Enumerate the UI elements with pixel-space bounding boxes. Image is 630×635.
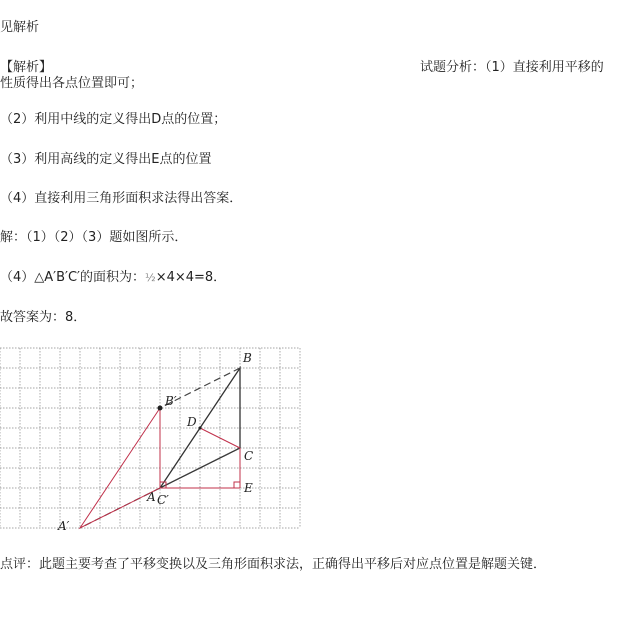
point-d xyxy=(199,427,202,430)
analysis-intro: 试题分析：（1）直接利用平移的 xyxy=(420,60,604,75)
answer-text: 见解析 xyxy=(0,20,40,35)
fraction-half: ½ xyxy=(145,271,156,284)
final-answer: 故答案为：8． xyxy=(0,310,87,325)
geometry-figure xyxy=(0,347,304,533)
solution-line-2-suffix: ×4×4=8． xyxy=(155,270,227,285)
right-angle-mark-e xyxy=(234,482,240,488)
label-a1: A′ xyxy=(58,519,70,533)
label-c: C xyxy=(244,449,254,463)
point-b1 xyxy=(158,406,163,411)
solution-line-2-prefix: （4）△A′B′C′的面积为： xyxy=(0,270,146,285)
analysis-line-3: （3）利用高线的定义得出E点的位置 xyxy=(0,152,212,167)
label-e: E xyxy=(244,481,253,495)
analysis-heading: 【解析】 xyxy=(0,60,53,75)
analysis-line-1b: 性质得出各点位置即可； xyxy=(0,76,144,91)
label-b1: B′ xyxy=(165,394,177,408)
analysis-line-2: （2）利用中线的定义得出D点的位置； xyxy=(0,112,227,127)
label-a: A xyxy=(147,490,156,504)
label-b: B xyxy=(243,351,252,365)
comment-text: 点评：此题主要考查了平移变换以及三角形面积求法，正确得出平移后对应点位置是解题关键． xyxy=(0,557,547,572)
analysis-line-4: （4）直接利用三角形面积求法得出答案． xyxy=(0,191,243,206)
solution-line-1: 解：（1）（2）（3）题如图所示． xyxy=(0,230,188,245)
label-d: D xyxy=(187,415,197,429)
label-c1: C′ xyxy=(157,493,169,507)
solution-line-2 xyxy=(0,270,226,286)
